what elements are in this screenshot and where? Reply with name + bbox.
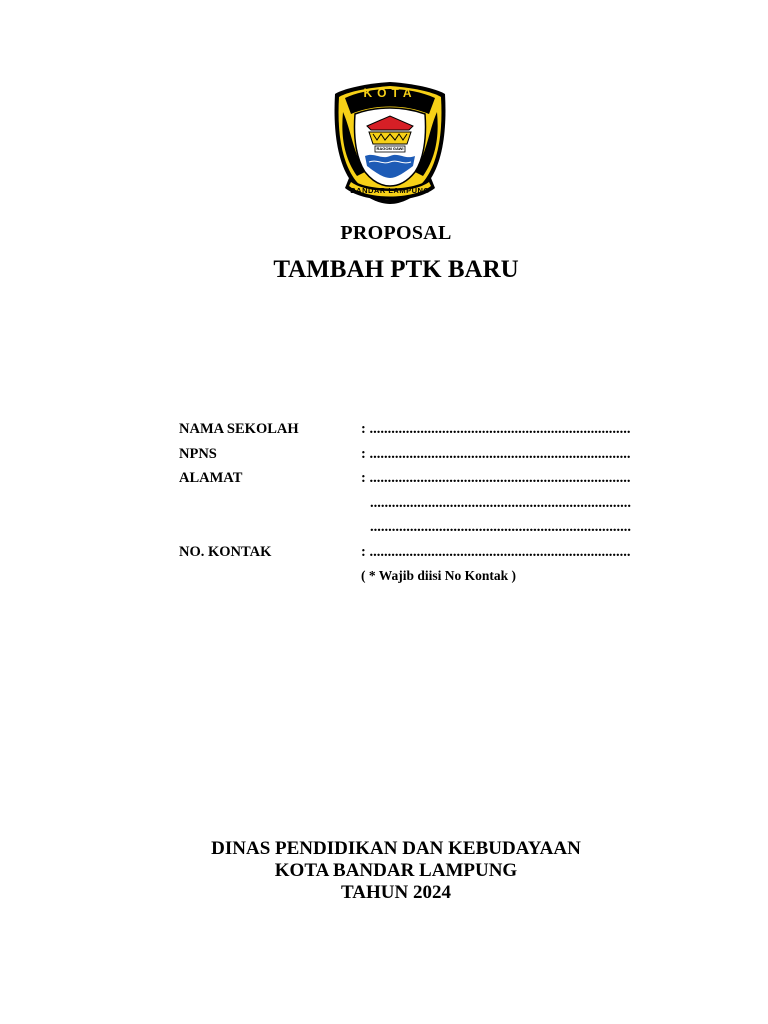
issuer-footer <box>12 838 768 904</box>
field-label: NAMA SEKOLAH <box>179 421 299 437</box>
nama-sekolah-blank: : ........................................................................ <box>361 421 631 437</box>
field-nama-sekolah <box>179 421 709 446</box>
alamat-blank: : ........................................................................ <box>361 470 631 486</box>
npns-blank: : ........................................................................ <box>361 445 631 462</box>
field-no-kontak <box>179 544 709 569</box>
emblem-motto: RAGOM GAWI <box>376 146 404 151</box>
kontak-required-note: ( * Wajib diisi No Kontak ) <box>361 568 517 583</box>
field-alamat-line3 <box>179 519 709 544</box>
field-alamat-line2 <box>179 495 709 520</box>
document-title: TAMBAH PTK BARU <box>273 256 519 283</box>
alamat-blank-line3: ........................................................................ <box>370 519 631 535</box>
document-label: PROPOSAL <box>340 222 452 244</box>
footer-year: TAHUN 2024 <box>341 882 451 903</box>
kota-bandar-lampung-emblem-icon <box>331 80 449 206</box>
footer-agency: DINAS PENDIDIKAN DAN KEBUDAYAAN <box>211 838 581 859</box>
field-alamat <box>179 470 709 495</box>
field-label: NPNS <box>179 445 217 462</box>
footer-city: KOTA BANDAR LAMPUNG <box>274 860 518 881</box>
emblem-top-text: KOTA <box>363 86 417 100</box>
no-kontak-blank: : ........................................................................ <box>361 543 631 560</box>
field-label: ALAMAT <box>179 470 243 486</box>
emblem-bottom-text: BANDAR LAMPUNG <box>350 186 430 195</box>
alamat-blank-line2: ........................................................................ <box>370 494 631 511</box>
field-label: NO. KONTAK <box>179 543 272 560</box>
field-kontak-note <box>179 568 709 593</box>
field-npns <box>179 446 709 471</box>
form-fields <box>179 421 709 593</box>
